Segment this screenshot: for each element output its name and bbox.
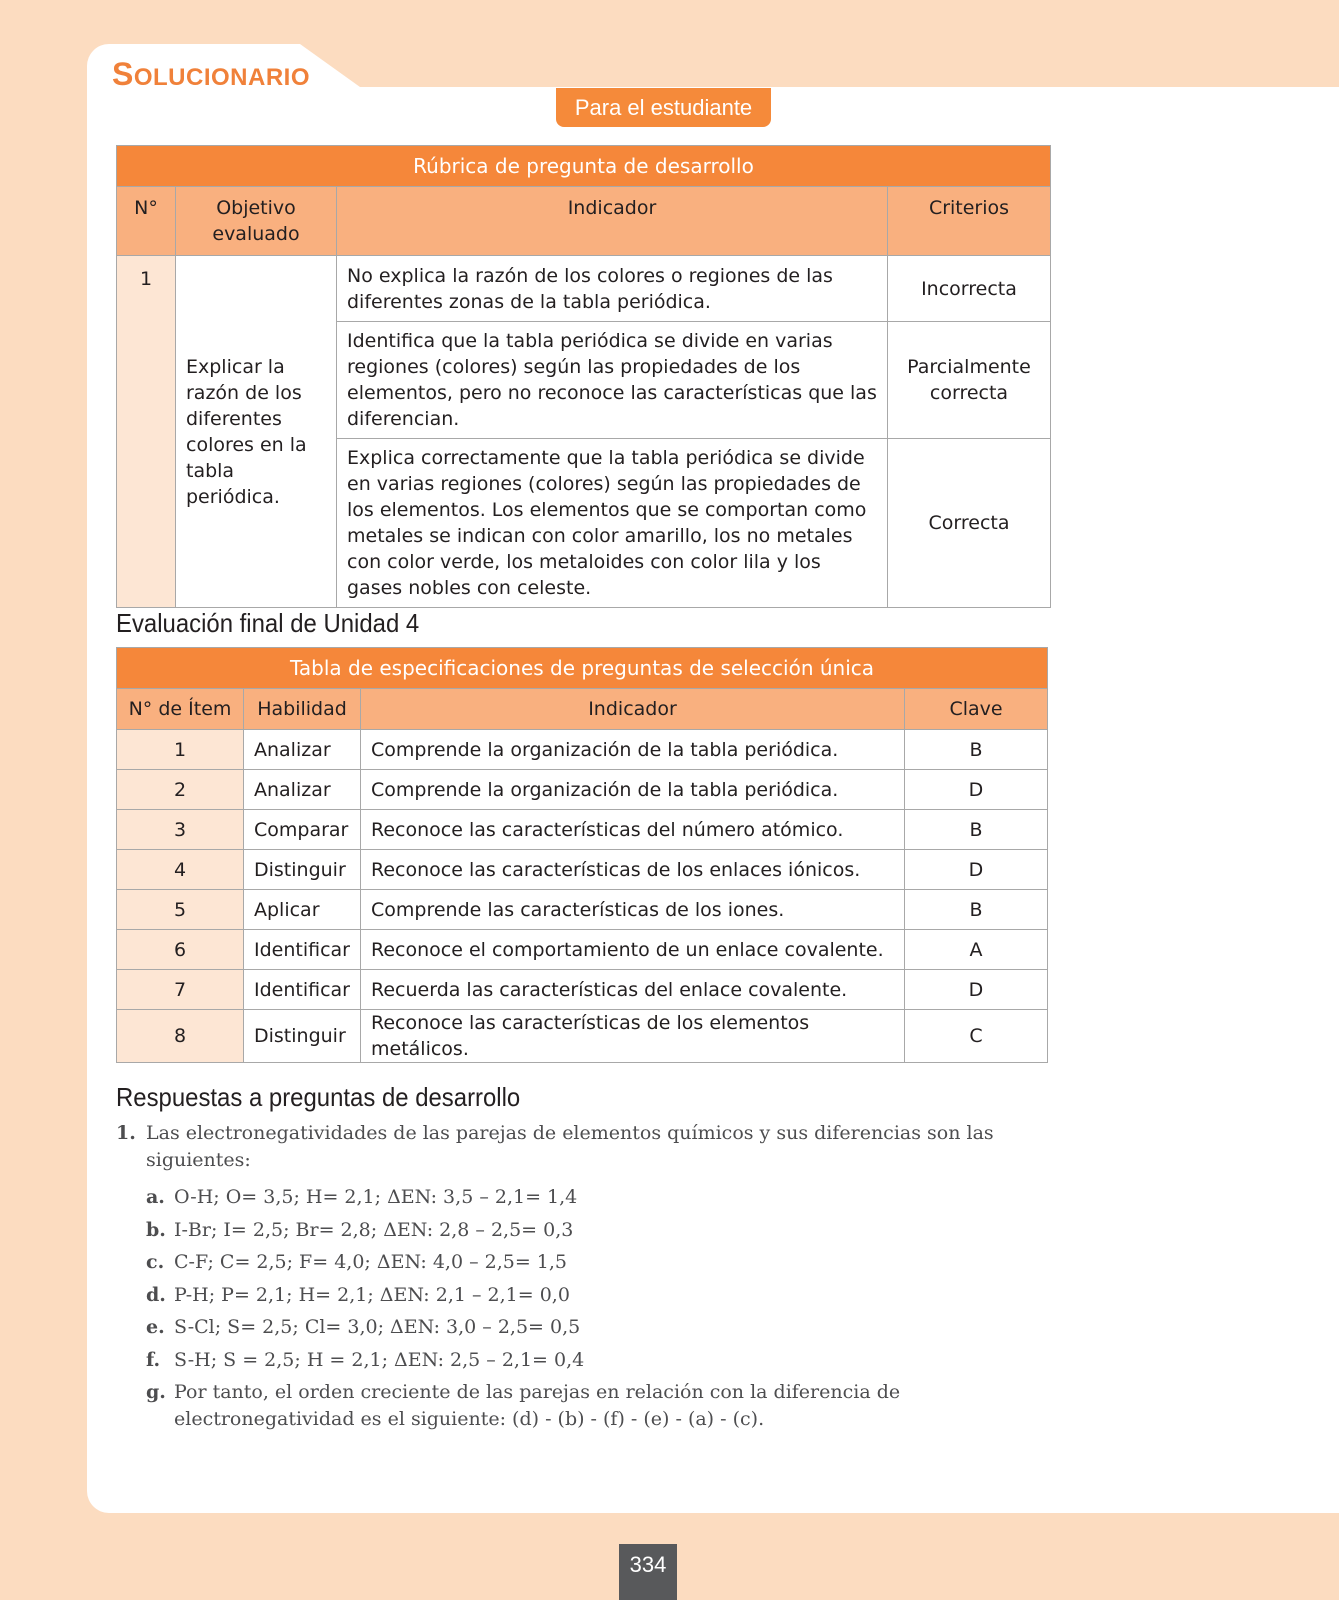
table-row — [117, 770, 1048, 810]
list-item — [146, 1217, 1026, 1244]
rubric-indicator: Identifica que la tabla periódica se divide en varias regiones (colores) según las propiedades de los elementos, pero no reconoce las características que las diferencian. — [337, 322, 888, 439]
table-row — [117, 890, 1048, 930]
section-title-answers: Respuestas a preguntas de desarrollo — [116, 1082, 521, 1112]
spec-item: 3 — [117, 810, 244, 850]
spec-key: D — [905, 770, 1048, 810]
spec-skill: Aplicar — [244, 890, 361, 930]
item-text: O-H; O= 3,5; H= 2,1; ΔEN: 3,5 – 2,1= 1,4 — [174, 1186, 578, 1208]
rubric-header-criteria: Criterios — [888, 187, 1051, 256]
spec-skill: Distinguir — [244, 1010, 361, 1063]
item-text: S-Cl; S= 2,5; Cl= 3,0; ΔEN: 3,0 – 2,5= 0,5 — [174, 1316, 581, 1338]
answers-block — [116, 1120, 1026, 1439]
table-row — [117, 850, 1048, 890]
spec-skill: Comparar — [244, 810, 361, 850]
rubric-criteria: Incorrecta — [888, 256, 1051, 322]
section-title-final-eval: Evaluación final de Unidad 4 — [116, 608, 420, 638]
table-row — [117, 930, 1048, 970]
spec-item: 7 — [117, 970, 244, 1010]
spec-key: D — [905, 850, 1048, 890]
student-tab: Para el estudiante — [556, 88, 771, 127]
spec-caption: Tabla de especificaciones de preguntas de selección única — [117, 648, 1048, 689]
spec-header-key: Clave — [905, 689, 1048, 730]
header-band — [360, 44, 1339, 87]
list-item — [146, 1379, 1026, 1433]
spec-skill: Analizar — [244, 770, 361, 810]
spec-key: C — [905, 1010, 1048, 1063]
brand-title: SOLUCIONARIO — [112, 56, 311, 92]
spec-item: 8 — [117, 1010, 244, 1063]
spec-item: 5 — [117, 890, 244, 930]
list-item — [146, 1249, 1026, 1276]
spec-item: 4 — [117, 850, 244, 890]
spec-key: B — [905, 810, 1048, 850]
item-text: I-Br; I= 2,5; Br= 2,8; ΔEN: 2,8 – 2,5= 0,3 — [174, 1218, 574, 1241]
item-letter: b. — [146, 1218, 166, 1241]
table-row — [117, 730, 1048, 770]
page-number: 334 — [619, 1544, 677, 1600]
spec-item: 2 — [117, 770, 244, 810]
question-number: 1. — [116, 1122, 136, 1144]
question — [116, 1120, 1026, 1174]
rubric-indicator: Explica correctamente que la tabla periódica se divide en varias regiones (colores) según las propiedades de los elementos. Los elementos que se comportan como metales se indican con color amarillo, los no metales con color verde, los metaloides con color lila y los gases nobles con celeste. — [337, 439, 888, 608]
rubric-indicator: No explica la razón de los colores o regiones de las diferentes zonas de la tabla periódica. — [337, 256, 888, 322]
spec-skill: Analizar — [244, 730, 361, 770]
spec-skill: Identificar — [244, 970, 361, 1010]
spec-indicator: Comprende la organización de la tabla periódica. — [361, 770, 905, 810]
rubric-criteria: Parcialmente correcta — [888, 322, 1051, 439]
rubric-table — [116, 145, 1051, 608]
item-letter: e. — [146, 1316, 165, 1338]
spec-indicator: Reconoce el comportamiento de un enlace covalente. — [361, 930, 905, 970]
spec-key: D — [905, 970, 1048, 1010]
spec-key: B — [905, 730, 1048, 770]
spec-key: B — [905, 890, 1048, 930]
list-item — [146, 1347, 1026, 1374]
item-text: Por tanto, el orden creciente de las parejas en relación con la diferencia de electronegatividad es el siguiente: (d) - (b) - (f) - (e) - (a) - (c). — [174, 1381, 901, 1430]
list-item — [146, 1184, 1026, 1211]
item-letter: c. — [146, 1251, 165, 1273]
spec-indicator: Recuerda las características del enlace covalente. — [361, 970, 905, 1010]
table-row — [117, 970, 1048, 1010]
spec-header-indicator: Indicador — [361, 689, 905, 730]
spec-key: A — [905, 930, 1048, 970]
spec-indicator: Comprende la organización de la tabla periódica. — [361, 730, 905, 770]
spec-skill: Identificar — [244, 930, 361, 970]
spec-item: 1 — [117, 730, 244, 770]
item-text: C-F; C= 2,5; F= 4,0; ΔEN: 4,0 – 2,5= 1,5 — [174, 1251, 568, 1273]
rubric-row-num: 1 — [117, 256, 176, 608]
spec-indicator: Comprende las características de los iones. — [361, 890, 905, 930]
item-letter: a. — [146, 1186, 165, 1208]
question-text: Las electronegatividades de las parejas de elementos químicos y sus diferencias son las siguientes: — [146, 1122, 994, 1171]
rubric-criteria: Correcta — [888, 439, 1051, 608]
list-item — [146, 1282, 1026, 1309]
item-letter: f. — [146, 1348, 161, 1371]
spec-skill: Distinguir — [244, 850, 361, 890]
spec-header-skill: Habilidad — [244, 689, 361, 730]
rubric-header-indicator: Indicador — [337, 187, 888, 256]
item-letter: d. — [146, 1283, 166, 1306]
list-item — [146, 1314, 1026, 1341]
answer-list — [116, 1184, 1026, 1433]
table-row — [117, 810, 1048, 850]
rubric-caption: Rúbrica de pregunta de desarrollo — [117, 146, 1051, 187]
item-text: S-H; S = 2,5; H = 2,1; ΔEN: 2,5 – 2,1= 0,4 — [174, 1348, 585, 1371]
item-letter: g. — [146, 1381, 166, 1403]
spec-indicator: Reconoce las características del número atómico. — [361, 810, 905, 850]
spec-header-item: N° de Ítem — [117, 689, 244, 730]
rubric-header-objective: Objetivo evaluado — [176, 187, 337, 256]
spec-indicator: Reconoce las características de los elementos metálicos. — [361, 1010, 905, 1063]
rubric-header-num: N° — [117, 187, 176, 256]
rubric-objective: Explicar la razón de los diferentes colores en la tabla periódica. — [176, 256, 337, 608]
spec-table — [116, 647, 1048, 1063]
table-row — [117, 1010, 1048, 1063]
spec-indicator: Reconoce las características de los enlaces iónicos. — [361, 850, 905, 890]
item-text: P-H; P= 2,1; H= 2,1; ΔEN: 2,1 – 2,1= 0,0 — [174, 1283, 570, 1306]
spec-item: 6 — [117, 930, 244, 970]
